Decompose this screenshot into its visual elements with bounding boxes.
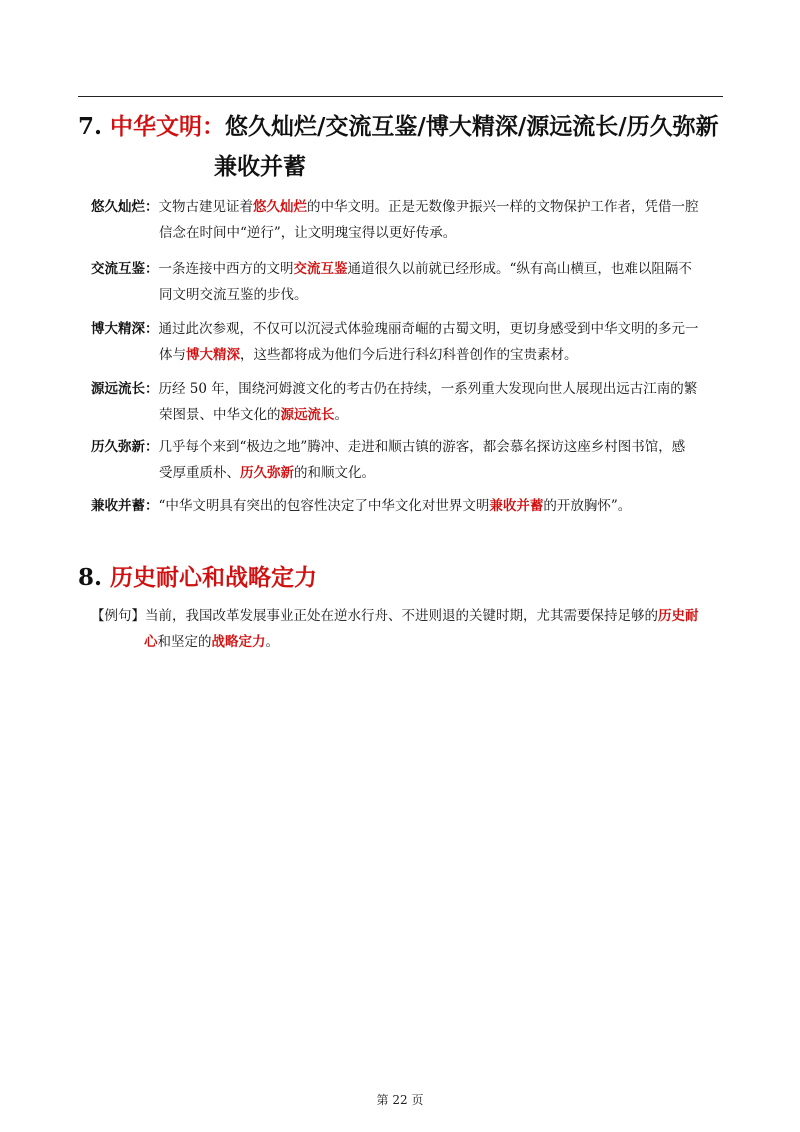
section-7-heading [78,111,719,143]
entry-jianshou-bingxu [91,493,731,519]
entry-highlight: 源远流长 [280,407,335,423]
entry-term: 源远流长： [91,381,159,397]
entry-term: 历久弥新： [91,439,159,455]
section-7-title-red: 中华文明： [110,113,226,140]
entry-text: 信念在时间中“逆行”，让文明瑰宝得以更好传承。 [159,225,457,241]
entry-text: “中华文明具有突出的包容性决定了中华文化对世界文明 [158,498,490,514]
entry-highlight: 博大精深 [186,347,240,363]
entry-highlight: 兼收并蓄 [489,498,544,514]
entry-term: 悠久灿烂： [91,199,159,215]
entry-youjiu-canlan [91,194,731,246]
entry-boda-jingshen [91,316,731,368]
section-8-heading [78,562,317,594]
entry-text: ，这些都将成为他们今后进行科幻科普创作的宝贵素材。 [240,347,578,363]
entry-term: 博大精深： [91,321,159,337]
entry-lijiu-mixin [91,434,731,486]
section-7-title-rest: 悠久灿烂/交流互鉴/博大精深/源远流长/历久弥新 [225,113,719,140]
section-7-number: 7. [78,113,103,140]
example-highlight: 战略定力 [211,634,266,650]
example-text: 当前，我国改革发展事业正处在逆水行舟、不进则退的关键时期，尤其需要保持足够的 [145,608,658,624]
entry-text: 同文明交流互鉴的步伐。 [159,287,308,303]
entry-text: 体与 [159,347,186,363]
entry-text: 荣图景、中华文化的 [159,407,281,423]
entry-term: 兼收并蓄： [91,498,159,514]
entry-text: 通道很久以前就已经形成。“纵有高山横亘，也难以阻隔不 [347,261,692,277]
example-text: 和坚定的 [157,634,212,650]
header-rule [78,96,723,97]
example-tag: 【例句】 [91,608,145,624]
entry-text: 。 [334,407,348,423]
page-number: 第 22 页 [376,1093,424,1107]
entry-text: 的和顺文化。 [294,465,375,481]
entry-text: 几乎每个来到“极边之地”腾冲、走进和顺古镇的游客，都会慕名探访这座乡村图书馆，感 [158,439,686,455]
entry-jiaoliu-hujian [91,256,731,308]
entry-text: 一条连接中西方的文明 [158,261,294,277]
entry-text: 受厚重质朴、 [159,465,240,481]
section-7-title-continuation: 兼收并蓄 [214,153,306,180]
section-8-number: 8. [78,564,103,591]
example-highlight: 历史耐 [658,608,699,624]
entry-highlight: 悠久灿烂 [253,199,307,215]
entry-yuanyuan-liuchang [91,376,731,428]
entry-text: 历经 50 年，围绕河姆渡文化的考古仍在持续，一系列重大发现向世人展现出远古江南的繁 [158,381,698,397]
entry-term: 交流互鉴： [91,261,159,277]
section-8-title: 历史耐心和战略定力 [110,564,318,591]
example-sentence [91,603,731,655]
example-highlight: 心 [144,634,158,650]
entry-text: 的开放胸怀”。 [543,498,632,514]
example-text: 。 [265,634,279,650]
entry-text: 文物古建见证着 [158,199,253,215]
entry-text: 的中华文明。正是无数像尹振兴一样的文物保护工作者，凭借一腔 [307,199,699,215]
entry-highlight: 历久弥新 [240,465,294,481]
entry-highlight: 交流互鉴 [293,261,348,277]
entry-text: 通过此次参观，不仅可以沉浸式体验瑰丽奇崛的古蜀文明，更切身感受到中华文明的多元一 [158,321,699,337]
